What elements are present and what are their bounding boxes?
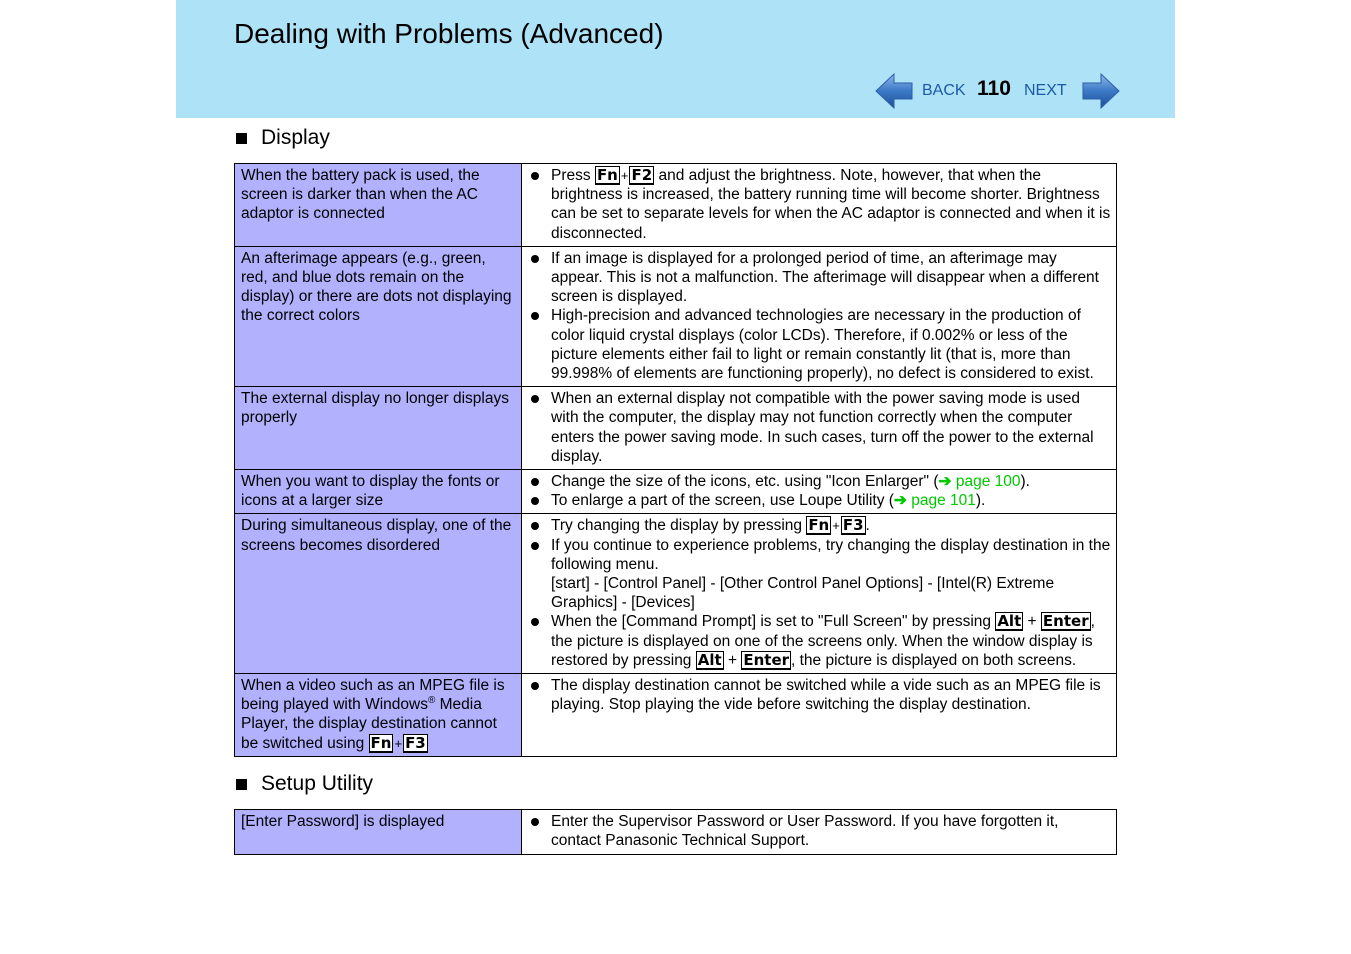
enter-key: Enter — [1042, 612, 1089, 631]
solution-cell — [522, 470, 1117, 514]
fn-key: Fn — [596, 166, 618, 184]
page-title: Dealing with Problems (Advanced) — [234, 18, 664, 49]
setup-utility-table — [234, 809, 1117, 855]
solution-text: The display destination cannot be switched while a vide such as an MPEG file is playing. Stop playing the vide before switching the display destination. — [551, 677, 1101, 714]
solution-cell — [522, 810, 1117, 855]
f3-key: F3 — [842, 516, 864, 535]
problem-cell — [235, 674, 522, 757]
solution-text: Enter the Supervisor Password or User Password. If you have forgotten it, contact Panasonic Technical Support. — [551, 813, 1059, 850]
table-row — [235, 387, 1117, 470]
solution-text: and adjust the brightness. Note, however, that when the brightness is increased, the battery running time will become shorter. Brightness can be set to separate levels for when the AC adaptor is connected and when it is disconnected. — [551, 167, 1111, 242]
solution-item — [530, 389, 1111, 466]
registered-mark: ® — [427, 695, 436, 707]
solution-text: Change the size of the icons, etc. using "Icon Enlarger" ( — [551, 473, 939, 491]
bullet-icon — [531, 618, 539, 626]
plus-sign: + — [620, 168, 629, 183]
solution-item — [530, 812, 1111, 850]
section-heading-setup-utility — [236, 772, 373, 796]
solution-text: ). — [975, 492, 986, 510]
section-heading-label: Setup Utility — [261, 772, 374, 795]
table-row — [235, 674, 1117, 757]
problem-cell: The external display no longer displays properly — [235, 387, 522, 470]
problem-text: Media Player, the display destination cannot be switched using — [241, 696, 497, 752]
solution-item — [530, 249, 1111, 307]
problem-cell: When you want to display the fonts or icons at a larger size — [235, 470, 522, 514]
solution-text: When an external display not compatible with the power saving mode is used with the computer, the display may not function correctly when the computer enters the power saving mode. In such cases, turn off the power to the external display. — [551, 390, 1094, 465]
bullet-icon — [531, 172, 539, 180]
bullet-icon — [531, 682, 539, 690]
solution-item — [530, 166, 1111, 243]
plus-sign: + — [832, 518, 840, 534]
solution-text: . — [865, 517, 870, 535]
solution-text: To enlarge a part of the screen, use Loupe Utility ( — [551, 492, 894, 510]
square-bullet-icon — [236, 133, 247, 144]
next-arrow-icon[interactable] — [1081, 72, 1121, 110]
solution-cell — [522, 387, 1117, 470]
solution-item — [530, 676, 1111, 714]
bullet-icon — [531, 312, 539, 320]
solution-text: If you continue to experience problems, try changing the display destination in the following menu. — [551, 536, 1111, 573]
table-row — [235, 470, 1117, 514]
solution-item — [530, 306, 1111, 383]
solution-cell — [522, 246, 1117, 386]
f2-key: F2 — [631, 166, 653, 184]
f3-key: F3 — [405, 733, 426, 752]
next-link[interactable]: NEXT — [1024, 82, 1067, 99]
page-header — [176, 0, 1175, 118]
problem-text: When a video such as an MPEG file is being played with Windows — [241, 677, 505, 714]
solution-cell — [522, 514, 1117, 674]
solution-cell — [522, 674, 1117, 757]
solution-text: , the picture is displayed on one of the screens only. When the window display is restored by pressing — [551, 613, 1095, 669]
table-row — [235, 246, 1117, 386]
solution-cell — [522, 164, 1117, 247]
problem-cell: When the battery pack is used, the screen is darker than when the AC adaptor is connected — [235, 164, 522, 247]
plus-sign: + — [1023, 613, 1041, 631]
section-heading-label: Display — [261, 126, 330, 149]
enter-key: Enter — [743, 650, 790, 669]
alt-key: Alt — [997, 612, 1022, 631]
solution-item — [530, 516, 1111, 535]
table-row — [235, 164, 1117, 247]
problem-cell: [Enter Password] is displayed — [235, 810, 522, 855]
link-arrow-icon: ➔ — [893, 492, 907, 510]
solution-text: Press — [551, 167, 595, 184]
plus-sign: + — [394, 735, 403, 751]
menu-path-text: [start] - [Control Panel] - [Other Control Panel Options] - [Intel(R) Extreme Graphics] - [Devices] — [551, 575, 1055, 612]
bullet-icon — [531, 542, 539, 550]
link-arrow-icon: ➔ — [938, 473, 952, 491]
solution-item — [530, 472, 1111, 491]
back-arrow-icon[interactable] — [874, 72, 914, 110]
fn-key: Fn — [808, 516, 830, 535]
solution-text: Try changing the display by pressing — [551, 517, 807, 535]
solution-item — [530, 612, 1111, 670]
solution-item — [530, 536, 1111, 613]
table-row — [235, 514, 1117, 674]
bullet-icon — [531, 255, 539, 263]
page-100-link[interactable]: page 100 — [955, 473, 1021, 491]
page-navigation — [874, 72, 1119, 110]
page-101-link[interactable]: page 101 — [911, 492, 976, 510]
display-troubleshooting-table — [234, 163, 1117, 757]
alt-key: Alt — [697, 650, 722, 669]
solution-text: , the picture is displayed on both screens. — [791, 651, 1077, 669]
solution-text: High-precision and advanced technologies are necessary in the production of color liquid crystal displays (color LCDs). Therefore, if 0.002% or less of the picture elements either fail to light or remain constantly lit (that is, more than 99.998% of elements are functioning properly), no defect is considered to exist. — [551, 307, 1094, 383]
solution-text: When the [Command Prompt] is set to "Full Screen" by pressing — [551, 613, 996, 631]
problem-cell: An afterimage appears (e.g., green, red, and blue dots remain on the display) or there are dots not displaying the correct colors — [235, 246, 522, 386]
fn-key: Fn — [370, 733, 392, 752]
problem-cell: During simultaneous display, one of the screens becomes disordered — [235, 514, 522, 674]
solution-text: ). — [1020, 473, 1030, 491]
solution-text: If an image is displayed for a prolonged period of time, an afterimage may appear. This is not a malfunction. The afterimage will disappear when a different screen is displayed. — [551, 249, 1099, 306]
bullet-icon — [531, 478, 539, 486]
bullet-icon — [531, 395, 539, 403]
table-row — [235, 810, 1117, 855]
bullet-icon — [531, 522, 539, 530]
section-heading-display — [236, 126, 330, 150]
bullet-icon — [531, 497, 539, 505]
square-bullet-icon — [236, 779, 247, 790]
back-link[interactable]: BACK — [922, 82, 966, 99]
plus-sign: + — [723, 651, 742, 669]
bullet-icon — [531, 818, 539, 826]
solution-item — [530, 491, 1111, 510]
page-number: 110 — [977, 77, 1011, 100]
